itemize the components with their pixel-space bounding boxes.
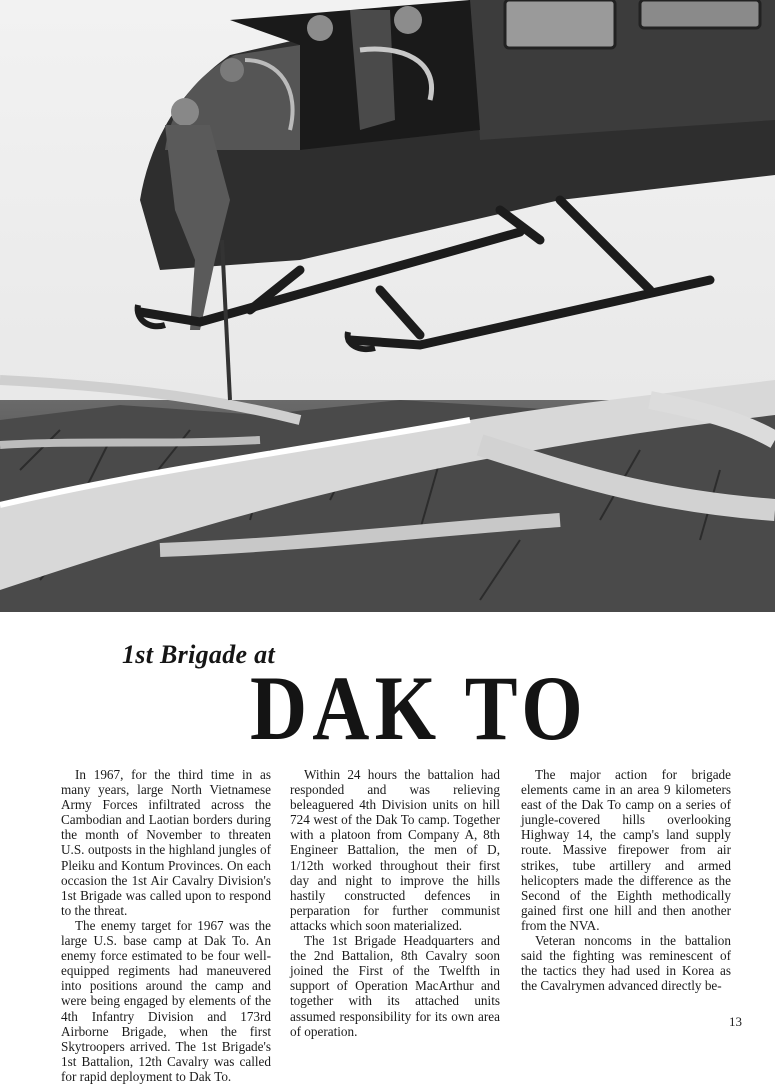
article-column-1: [61, 767, 271, 1084]
article-kicker: 1st Brigade at: [122, 640, 275, 669]
article-paragraph: The enemy target for 1967 was the large U.S. base camp at Dak To. An enemy force estimated to be four well-equipped regiments had maneuvered into positions around the camp and were being engaged by elements of the 4th Infantry Division and 173rd Airborne Brigade, when the first Skytroopers arrived. The 1st Brigade's 1st Battalion, 12th Cavalry was called for rapid deployment to Dak To.: [61, 917, 271, 1084]
article-column-3: [521, 767, 731, 993]
article-paragraph: The 1st Brigade Headquarters and the 2nd Battalion, 8th Cavalry soon joined the First of the Twelfth in support of Operation MacArthur and together with its attached units assumed responsibility for its own area of operation.: [290, 933, 500, 1039]
article-paragraph: Within 24 hours the battalion had responded and was relieving beleaguered 4th Division units on hill 724 west of the Dak To camp. Together with a platoon from Company A, 8th Engineer Battalion, the men of D, 1/12th worked throughout their first day and night to improve the hills hastily constructed defences in perparation for further communist attacks which soon materialized.: [290, 767, 500, 933]
article-paragraph: The major action for brigade elements came in an area 9 kilometers east of the Dak To camp on a series of jungle-covered hills overlooking Highway 14, the camp's land supply route. Massive firepower from air strikes, tube artillery and armed helicopters made the difference as the Second of the Eighth methodically gained first one hill and then another from the NVA.: [521, 767, 731, 933]
page-number: 13: [729, 1014, 742, 1029]
article-paragraph: In 1967, for the third time in as many years, large North Vietnamese Army Forces infiltrated across the Cambodian and Laotian borders during the month of November to threaten U.S. outposts in the highland jungles of Pleiku and Kontum Provinces. On each occasion the 1st Air Cavalry Division's 1st Brigade was called upon to respond to the threat.: [61, 767, 271, 918]
article-headline: DAK TO: [250, 657, 589, 759]
article-paragraph: Veteran noncoms in the battalion said the fighting was reminescent of the tactics they had used in Korea as the Cavalrymen advanced directly be-: [521, 933, 731, 994]
article-column-2: [290, 767, 500, 1039]
